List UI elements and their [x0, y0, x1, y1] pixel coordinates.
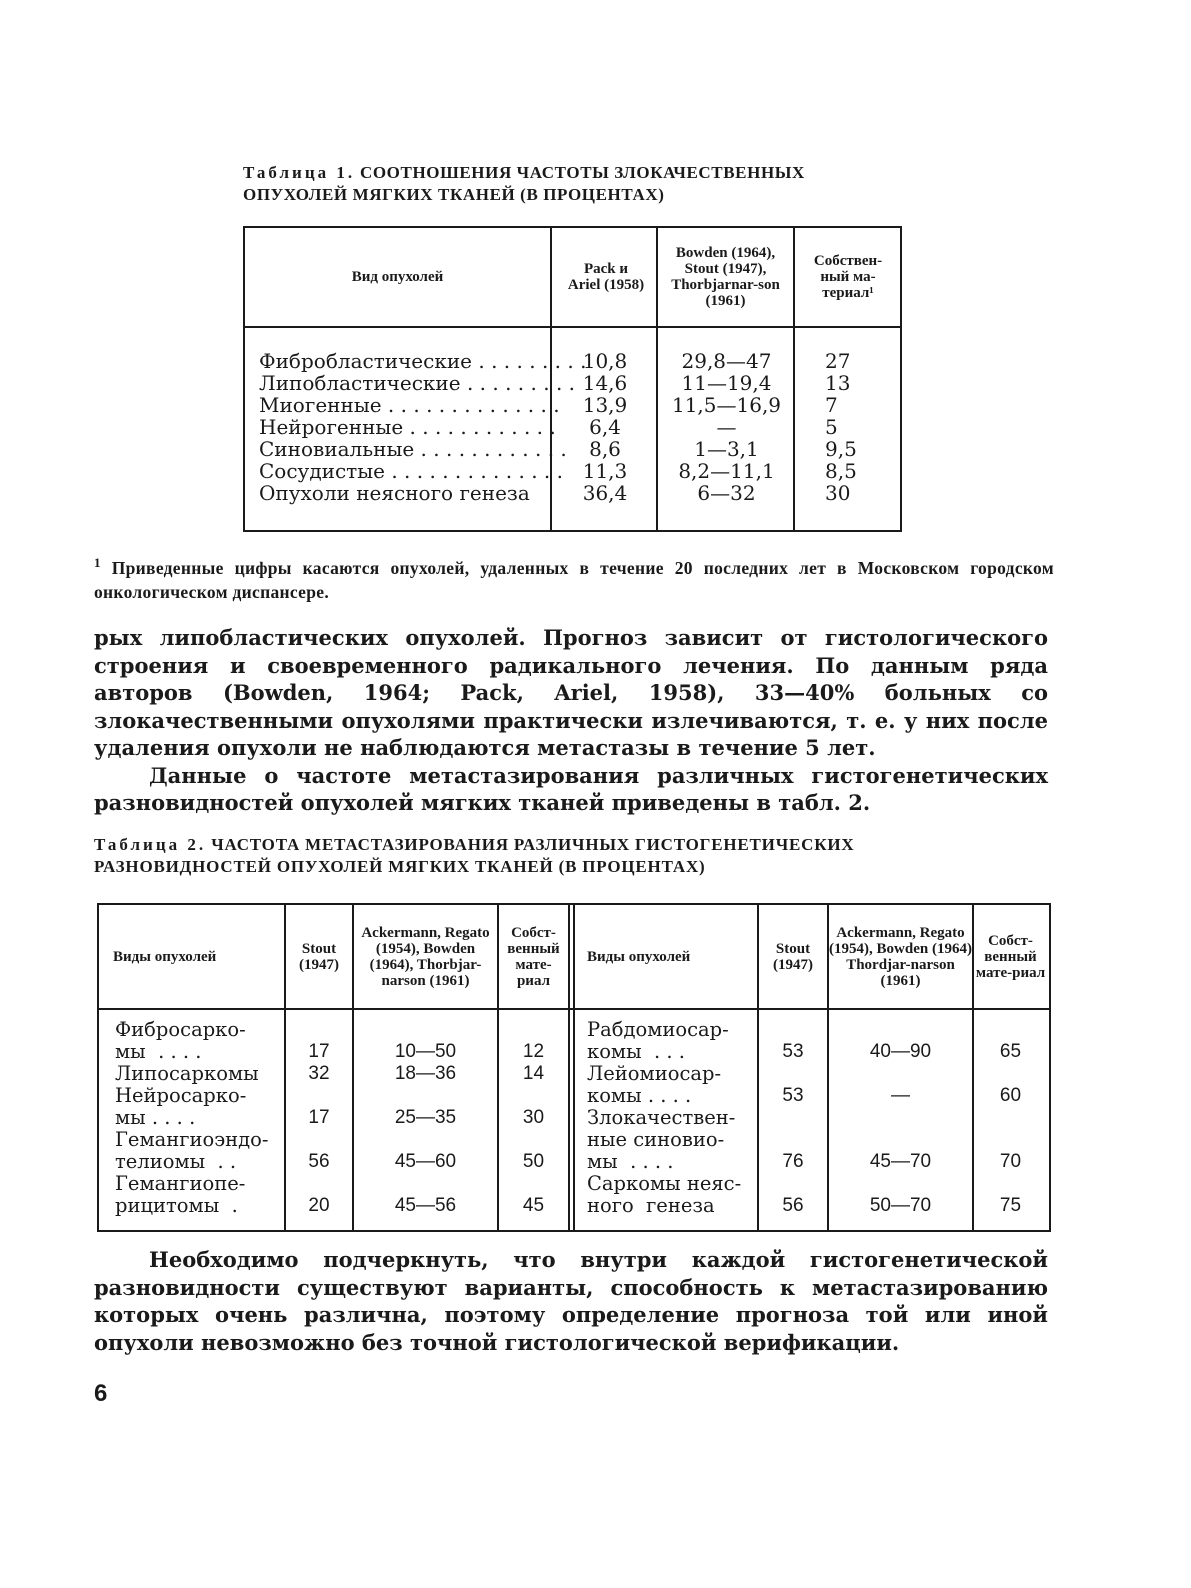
table2-right-ackermann: 50—70 [869, 1195, 932, 1216]
table1-row [245, 438, 900, 460]
table2-right-own: 70 [999, 1151, 1022, 1172]
table2-left-type: Фибросарко- мы . . . . [115, 1018, 246, 1063]
table2-right-ackermann: 40—90 [869, 1041, 932, 1062]
table2-left-stout: 32 [308, 1063, 330, 1084]
table2-header-ackermann-left: Ackermann, Regato (1954), Bowden (1964), Thorbjar-narson (1961) [361, 924, 490, 989]
table2-left-type: Гемангиоэндо- телиомы . . [115, 1128, 269, 1173]
table1-header-col3: Собствен-ный ма-териал¹ [813, 253, 883, 301]
table1-row [245, 394, 900, 416]
table2-right-own: 65 [999, 1041, 1022, 1062]
table1-cell-bowden: 11—19,4 [681, 371, 772, 395]
footnote-marker: 1 [94, 555, 101, 570]
table2-right-ackermann: 45—70 [869, 1151, 932, 1172]
paragraph-3: Необходимо подчеркнуть, что внутри каждой гистогенетической разновидности существуют варианты, способность к метастазированию которых очень различна, поэтому определение прогноза той или иной опухоли невозможно без точной гистологической верификации. [94, 1247, 1048, 1355]
table1-cell-pack: 11,3 [582, 459, 628, 483]
table1-cell-own: 27 [825, 349, 851, 373]
table1-cell-pack: 14,6 [582, 371, 628, 395]
table1-cell-own: 8,5 [825, 459, 857, 483]
table1-cell-own: 5 [825, 415, 838, 439]
table2-right-own: 60 [999, 1085, 1022, 1106]
table2-left-own: 50 [522, 1151, 545, 1172]
paragraph-2: Данные о частоте метастазирования различных гистогенетических разновидностей опухолей мягких тканей приведены в табл. 2. [94, 762, 1048, 815]
table1-cell-bowden: 11,5—16,9 [671, 393, 782, 417]
table2-left-own: 12 [522, 1041, 545, 1062]
table2-caption-line2: РАЗНОВИДНОСТЕЙ ОПУХОЛЕЙ МЯГКИХ ТКАНЕЙ (В ПРОЦЕНТАХ) [94, 857, 706, 876]
table1-cell-own: 7 [825, 393, 838, 417]
table1-cell-type: Миогенные . . . . . . . . . . . . . . [259, 393, 560, 417]
table1-cell-type: Сосудистые . . . . . . . . . . . . . . [259, 459, 563, 483]
table1-row [245, 416, 900, 438]
table1-cell-type: Фибробластические . . . . . . . . . [259, 349, 587, 373]
table1-cell-bowden: 6—32 [697, 481, 756, 505]
table1-header-col1: Pack и Ariel (1958) [567, 261, 645, 293]
table1-cell-type: Липобластические . . . . . . . . . [259, 371, 576, 395]
table1 [243, 226, 902, 532]
table2-caption-label: Таблица 2. [94, 835, 207, 854]
table2-header-type-right: Виды опухолей [587, 948, 691, 965]
table1-caption-line1: СООТНОШЕНИЯ ЧАСТОТЫ ЗЛОКАЧЕСТВЕННЫХ [359, 163, 805, 182]
table2-right-ackermann: — [891, 1085, 910, 1106]
table2-left-stout: 17 [308, 1107, 330, 1128]
table2-right-stout: 53 [782, 1085, 804, 1106]
table1-row [245, 372, 900, 394]
table1-caption [243, 162, 923, 206]
table2-left-stout: 56 [308, 1151, 330, 1172]
table2-left-ackermann: 25—35 [394, 1107, 457, 1128]
table2-left-own: 45 [522, 1195, 545, 1216]
table1-header-type: Вид опухолей [351, 269, 444, 285]
table2 [97, 903, 1051, 1232]
table2-caption [94, 834, 1054, 878]
table2-right-type: Рабдомиосар- комы . . . [587, 1018, 729, 1063]
table2-left-type: Нейросарко- мы . . . . [115, 1084, 247, 1129]
page-number: 6 [94, 1380, 108, 1407]
body-text-lower [94, 1246, 1048, 1356]
table1-cell-bowden: 8,2—11,1 [678, 459, 775, 483]
table2-header-stout-left: Stout (1947) [299, 940, 339, 973]
table2-header-own-right: Собст-венный мате-риал [975, 932, 1046, 981]
table2-left-ackermann: 45—60 [394, 1151, 457, 1172]
table2-right-type: Саркомы неяс- ного генеза [587, 1172, 742, 1217]
table2-header-stout-right: Stout (1947) [773, 940, 813, 973]
table2-left-ackermann: 45—56 [394, 1195, 457, 1216]
table1-cell-pack: 36,4 [582, 481, 628, 505]
table1-cell-bowden: 29,8—47 [681, 349, 772, 373]
table1-cell-type: Нейрогенные . . . . . . . . . . . . [259, 415, 556, 439]
table1-cell-bowden: 1—3,1 [694, 437, 759, 461]
table2-right-stout: 53 [782, 1041, 804, 1062]
table2-left-type: Липосаркомы [115, 1062, 259, 1085]
table2-left-ackermann: 18—36 [394, 1063, 457, 1084]
table1-cell-pack: 10,8 [582, 349, 628, 373]
table2-right-stout: 76 [782, 1151, 804, 1172]
table1-cell-pack: 6,4 [589, 415, 621, 439]
paragraph-1: рых липобластических опухолей. Прогноз зависит от гистологического строения и своевременного радикального лечения. По данным ряда авторов (Bowden, 1964; Pack, Ariel, 1958), 33—40% больных со злокачественными опухолями практически излечиваются, т. е. у них после удаления опухоли не наблюдаются метастазы в течение 5 лет. [94, 625, 1048, 760]
table1-cell-pack: 13,9 [582, 393, 628, 417]
footnote-text: Приведенные цифры касаются опухолей, удаленных в течение 20 последних лет в Московском городском онкологическом диспансере. [94, 557, 1054, 602]
table2-header-type-left: Виды опухолей [113, 948, 217, 965]
table1-row [245, 350, 900, 372]
table1-cell-type: Синовиальные . . . . . . . . . . . . [259, 437, 567, 461]
table1-caption-line2: ОПУХОЛЕЙ МЯГКИХ ТКАНЕЙ (В ПРОЦЕНТАХ) [243, 185, 665, 204]
table2-header-own-left: Собст-венный мате-риал [507, 924, 560, 989]
table2-left-own: 14 [522, 1063, 545, 1084]
table2-right-own: 75 [999, 1195, 1022, 1216]
table1-cell-pack: 8,6 [589, 437, 621, 461]
table2-left-ackermann: 10—50 [394, 1041, 457, 1062]
table2-left-stout: 20 [308, 1195, 330, 1216]
table1-row [245, 460, 900, 482]
table2-left-stout: 17 [308, 1041, 330, 1062]
table1-cell-own: 30 [825, 481, 851, 505]
table1-header-col2: Bowden (1964), Stout (1947), Thorbjarnar-son (1961) [671, 245, 780, 309]
body-text-upper [94, 624, 1048, 817]
table1-caption-label: Таблица 1. [243, 163, 356, 182]
table2-left-type: Гемангиопе- рицитомы . [115, 1172, 246, 1217]
footnote [94, 551, 1054, 604]
table2-right-type: Лейомиосар- комы . . . . [587, 1062, 722, 1107]
table1-cell-own: 9,5 [825, 437, 857, 461]
table2-left-own: 30 [522, 1107, 545, 1128]
table2-caption-line1: ЧАСТОТА МЕТАСТАЗИРОВАНИЯ РАЗЛИЧНЫХ ГИСТОГЕНЕТИЧЕСКИХ [211, 835, 855, 854]
table1-cell-own: 13 [825, 371, 851, 395]
table1-cell-type: Опухоли неясного генеза [259, 481, 530, 505]
table1-cell-bowden: — [716, 415, 737, 439]
table1-row [245, 482, 900, 504]
table2-right-stout: 56 [782, 1195, 804, 1216]
table2-right-type: Злокачествен- ные синовио- мы . . . . [587, 1106, 736, 1173]
table2-header-ackermann-right: Ackermann, Regato (1954), Bowden (1964) Thordjar-narson (1961) [829, 924, 972, 989]
